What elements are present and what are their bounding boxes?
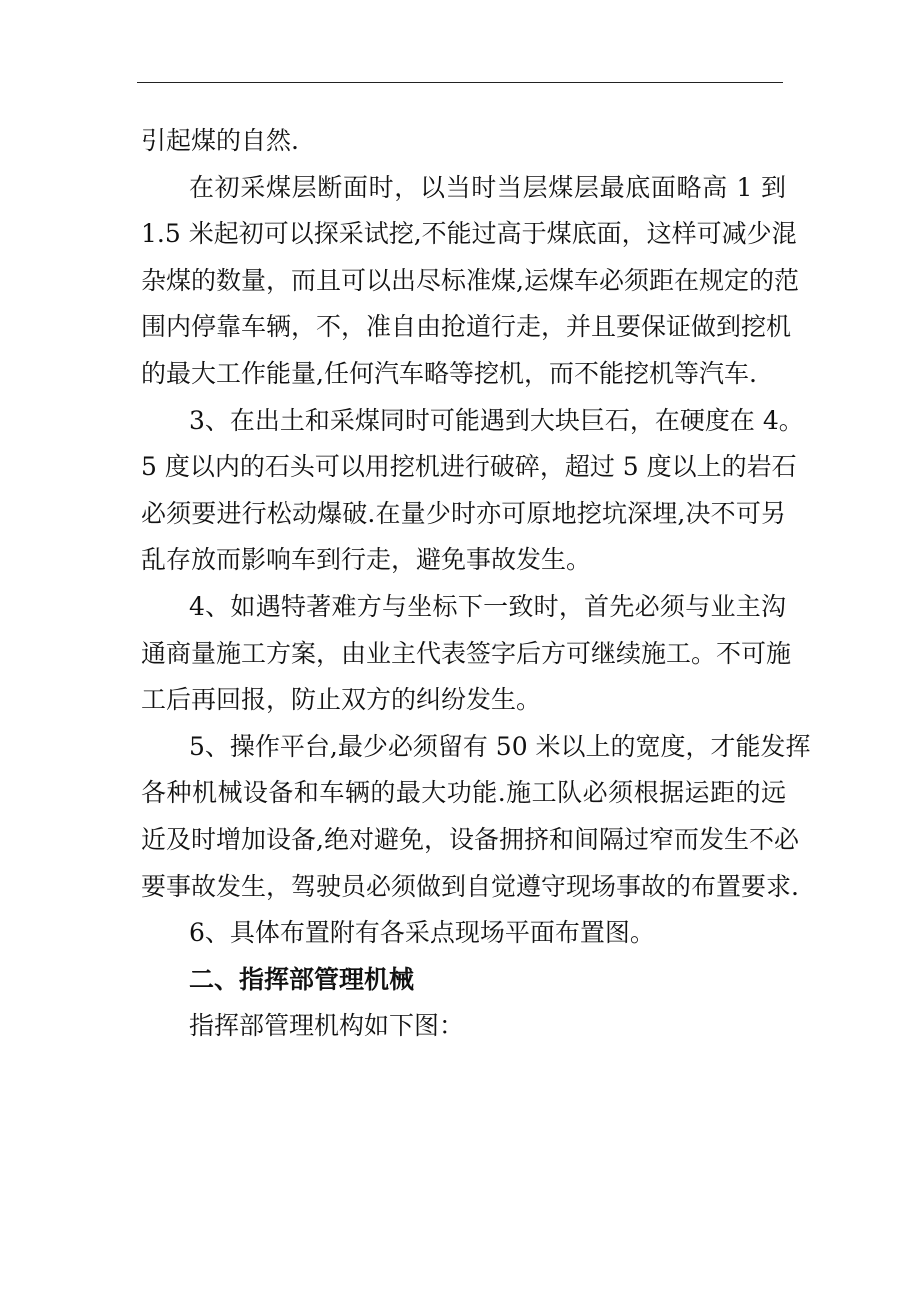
text-line: 要事故发生，驾驶员必须做到自觉遵守现场事故的布置要求. bbox=[141, 871, 799, 901]
text-line: 乱存放而影响车到行走，避免事故发生。 bbox=[141, 545, 592, 575]
text-line: 各种机械设备和车辆的最大功能.施工队必须根据运距的远 bbox=[141, 778, 786, 808]
header-rule bbox=[137, 82, 783, 83]
text-line: 必须要进行松动爆破.在量少时亦可原地挖坑深埋,决不可另 bbox=[141, 498, 786, 528]
text-line: 3、在出土和采煤同时可能遇到大块巨石，在硬度在 4。 bbox=[189, 405, 804, 435]
text-line: 5 度以内的石头可以用挖机进行破碎，超过 5 度以上的岩石 bbox=[141, 452, 797, 482]
text-line: 1.5 米起初可以探采试挖,不能过高于煤底面，这样可减少混 bbox=[141, 219, 797, 249]
text-line: 在初采煤层断面时，以当时当层煤层最底面略高 1 到 bbox=[189, 172, 786, 202]
text-line: 6、具体布置附有各采点现场平面布置图。 bbox=[189, 918, 655, 948]
text-line: 围内停靠车辆，不，准自由抢道行走，并且要保证做到挖机 bbox=[141, 312, 792, 342]
text-line: 引起煤的自然. bbox=[141, 126, 299, 155]
text-line: 的最大工作能量,任何汽车略等挖机，而不能挖机等汽车. bbox=[141, 358, 757, 388]
document-body bbox=[141, 118, 811, 1050]
text-line: 5、操作平台,最少必须留有 50 米以上的宽度，才能发挥 bbox=[189, 731, 811, 761]
section-heading: 二、指挥部管理机械 bbox=[189, 964, 415, 994]
text-line: 4、如遇特著难方与坐标下一致时，首先必须与业主沟 bbox=[189, 591, 786, 621]
text-line: 指挥部管理机构如下图： bbox=[189, 1011, 465, 1041]
text-line: 杂煤的数量，而且可以出尽标准煤,运煤车必须距在规定的范 bbox=[141, 265, 799, 295]
text-line: 近及时增加设备,绝对避免，设备拥挤和间隔过窄而发生不必 bbox=[141, 824, 799, 854]
text-line: 工后再回报，防止双方的纠纷发生。 bbox=[141, 685, 542, 715]
text-line: 通商量施工方案，由业主代表签字后方可继续施工。不可施 bbox=[141, 638, 792, 668]
